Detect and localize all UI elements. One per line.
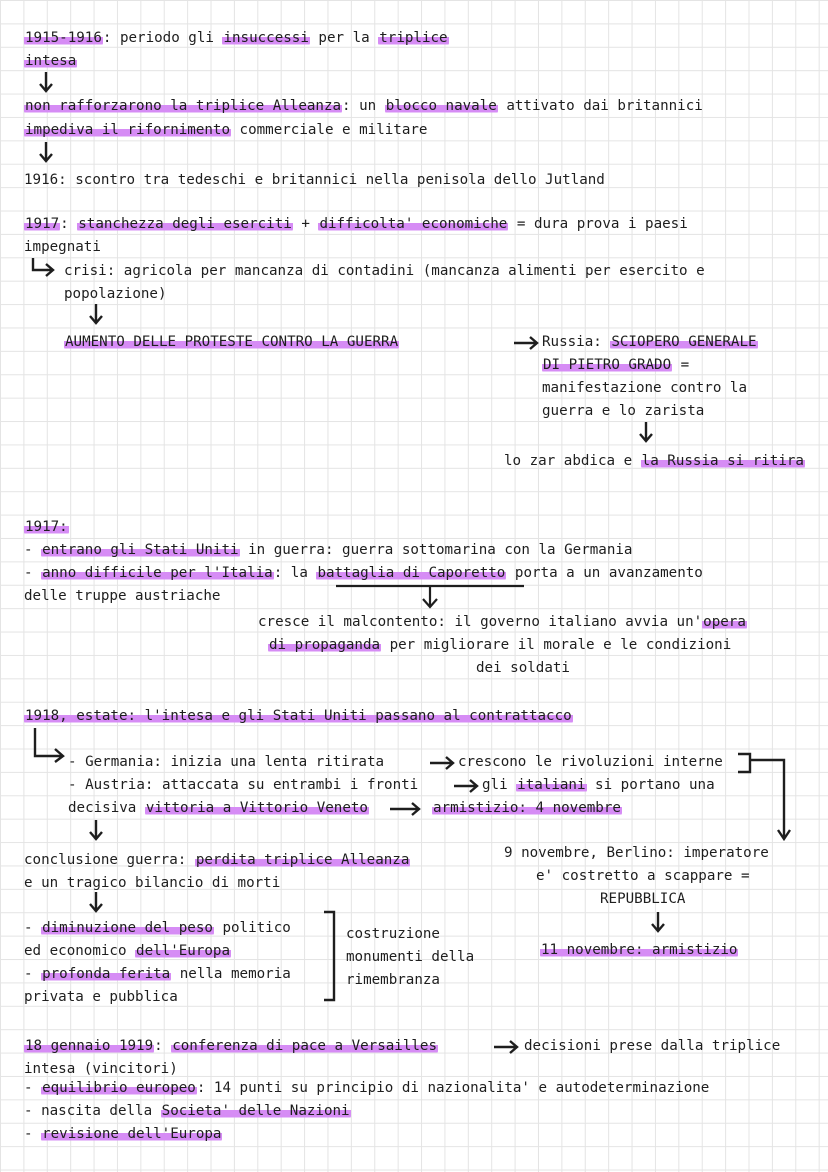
note-line	[24, 540, 632, 560]
note-line	[64, 332, 399, 352]
note-line: popolazione)	[64, 286, 167, 302]
note-line	[68, 798, 369, 818]
note-line	[24, 964, 291, 984]
note-line: crisi: agricola per mancanza di contadini (mancanza alimenti per esercito e	[64, 263, 705, 279]
down-arrow-icon	[86, 818, 106, 844]
right-arrow-icon	[428, 755, 458, 771]
highlight: 1918, estate: l'intesa e gli Stati Uniti passano al contrattacco	[25, 708, 572, 724]
note-line	[68, 775, 418, 795]
highlight: Societa' delle Nazioni	[161, 1103, 350, 1119]
note-line	[542, 355, 689, 375]
bracket-icon	[322, 910, 342, 1004]
text: : 14 punti su principio di nazionalita' e autodeterminazione	[196, 1080, 710, 1096]
highlight: 1917:	[25, 519, 68, 535]
note-line: costruzione	[346, 926, 440, 942]
text: lo zar abdica e	[504, 453, 641, 469]
highlight: vittoria a Vittorio Veneto	[145, 800, 368, 816]
text: in guerra: guerra sottomarina con la Germania	[239, 542, 633, 558]
note-line: e un tragico bilancio di morti	[24, 875, 281, 891]
highlight: stanchezza degli eserciti	[78, 216, 292, 232]
highlight: perdita triplice Alleanza	[195, 852, 410, 868]
note-line: privata e pubblica	[24, 989, 178, 1005]
note-line: decisioni prese dalla triplice	[524, 1038, 781, 1054]
note-line	[24, 96, 703, 116]
note-line: impegnati	[24, 239, 101, 255]
highlight: intesa	[25, 53, 77, 69]
text: attivato dai britannici	[497, 98, 703, 114]
note-line	[24, 120, 427, 140]
down-arrow-icon	[648, 910, 668, 936]
right-arrow-icon	[452, 778, 482, 794]
text: - Germania: inizia una lenta ritirata	[68, 754, 385, 770]
highlight: equilibrio europeo	[42, 1080, 196, 1096]
text: : un	[342, 98, 385, 114]
text: =	[672, 357, 690, 373]
text: porta a un avanzamento	[506, 565, 703, 581]
highlight: anno difficile per l'Italia	[42, 565, 273, 581]
text: :	[60, 216, 78, 232]
note-line: monumenti della	[346, 949, 475, 965]
note-line	[540, 940, 738, 960]
highlight: battaglia di Caporetto	[317, 565, 506, 581]
highlight: entrano gli Stati Uniti	[42, 542, 239, 558]
down-arrow-icon	[36, 140, 56, 166]
note-line	[504, 451, 805, 471]
text: commerciale e militare	[231, 122, 428, 138]
highlight: difficolta' economiche	[319, 216, 508, 232]
highlight: triplice	[379, 30, 448, 46]
note-line	[24, 1036, 438, 1056]
highlight: 1917	[25, 216, 60, 232]
note-line	[542, 332, 758, 352]
note-line: delle truppe austriache	[24, 588, 221, 604]
note-line: REPUBBLICA	[600, 891, 686, 907]
text: -	[24, 565, 42, 581]
bracket-arrow-icon	[736, 752, 796, 844]
highlight: 18 gennaio 1919	[25, 1038, 154, 1054]
down-arrow-icon	[36, 70, 56, 96]
highlight: DI PIETRO GRADO	[543, 357, 672, 373]
text: - Austria: attaccata su entrambi i fronti	[68, 777, 419, 793]
highlight: AUMENTO DELLE PROTESTE CONTRO LA GUERRA	[65, 334, 399, 350]
highlight: dell'Europa	[136, 943, 231, 959]
text: ed economico	[24, 943, 136, 959]
highlight: 11 novembre: armistizio	[541, 942, 738, 958]
note-line	[24, 1078, 709, 1098]
text: -	[24, 1080, 42, 1096]
note-line: rimembranza	[346, 972, 440, 988]
note-line	[68, 752, 384, 772]
note-line	[24, 28, 449, 48]
highlight: insuccessi	[223, 30, 309, 46]
highlight: opera	[703, 614, 746, 630]
note-line: intesa (vincitori)	[24, 1061, 178, 1077]
highlight: profonda ferita	[42, 966, 171, 982]
text: :	[154, 1038, 172, 1054]
text: decisiva	[68, 800, 145, 816]
note-line	[24, 1124, 222, 1144]
highlight: italiani	[517, 777, 586, 793]
note-line: manifestazione contro la	[542, 380, 747, 396]
text: cresce il malcontento: il governo italiano avvia un'	[258, 614, 703, 630]
highlight: impediva il rifornimento	[25, 122, 230, 138]
note-line	[482, 775, 715, 795]
note-line	[24, 941, 231, 961]
note-line	[432, 798, 622, 818]
text: nella memoria	[171, 966, 291, 982]
note-line: e' costretto a scappare =	[536, 868, 750, 884]
text: politico	[213, 920, 291, 936]
text: = dura prova i paesi	[508, 216, 688, 232]
note-line: dei soldati	[476, 660, 570, 676]
text: : la	[273, 565, 317, 581]
text: Russia:	[542, 334, 611, 350]
text: per la	[309, 30, 379, 46]
highlight: armistizio: 4 novembre	[433, 800, 621, 816]
text: : periodo gli	[102, 30, 223, 46]
note-line	[258, 612, 747, 632]
note-line	[24, 517, 69, 537]
text: -	[24, 542, 42, 558]
text: si portano una	[586, 777, 715, 793]
right-arrow-icon	[388, 801, 424, 817]
text: per migliorare il morale e le condizioni	[381, 637, 732, 653]
note-line: guerra e lo zarista	[542, 403, 705, 419]
right-arrow-icon	[492, 1039, 522, 1055]
note-line	[24, 563, 703, 583]
note-line	[24, 214, 688, 234]
highlight: non rafforzarono la triplice Alleanza	[25, 98, 342, 114]
down-arrow-icon	[86, 890, 106, 916]
note-line	[24, 850, 410, 870]
highlight: di propaganda	[269, 637, 381, 653]
note-line	[24, 51, 77, 71]
text: conclusione guerra:	[24, 852, 195, 868]
note-line	[268, 635, 731, 655]
highlight: SCIOPERO GENERALE	[611, 334, 757, 350]
down-arrow-icon	[636, 420, 656, 446]
text: -	[24, 1126, 42, 1142]
branch-arrow-icon	[330, 582, 530, 612]
note-line	[24, 918, 291, 938]
text: - nascita della	[24, 1103, 161, 1119]
highlight: la Russia si ritira	[641, 453, 804, 469]
down-arrow-icon	[86, 302, 106, 328]
corner-arrow-icon	[30, 256, 60, 278]
note-line: 9 novembre, Berlino: imperatore	[504, 845, 769, 861]
note-line: 1916: scontro tra tedeschi e britannici nella penisola dello Jutland	[24, 172, 605, 188]
note-line	[24, 1101, 351, 1121]
highlight: 1915-1916	[25, 30, 102, 46]
corner-arrow-icon	[32, 726, 72, 762]
highlight: conferenza di pace a Versailles	[172, 1038, 438, 1054]
note-line: crescono le rivoluzioni interne	[458, 754, 723, 770]
highlight: blocco navale	[385, 98, 497, 114]
text: +	[292, 216, 319, 232]
text: -	[24, 920, 42, 936]
highlight: revisione dell'Europa	[42, 1126, 222, 1142]
text: -	[24, 966, 42, 982]
text: gli	[482, 777, 517, 793]
right-arrow-icon	[512, 335, 542, 351]
note-line	[24, 706, 573, 726]
highlight: diminuzione del peso	[42, 920, 213, 936]
